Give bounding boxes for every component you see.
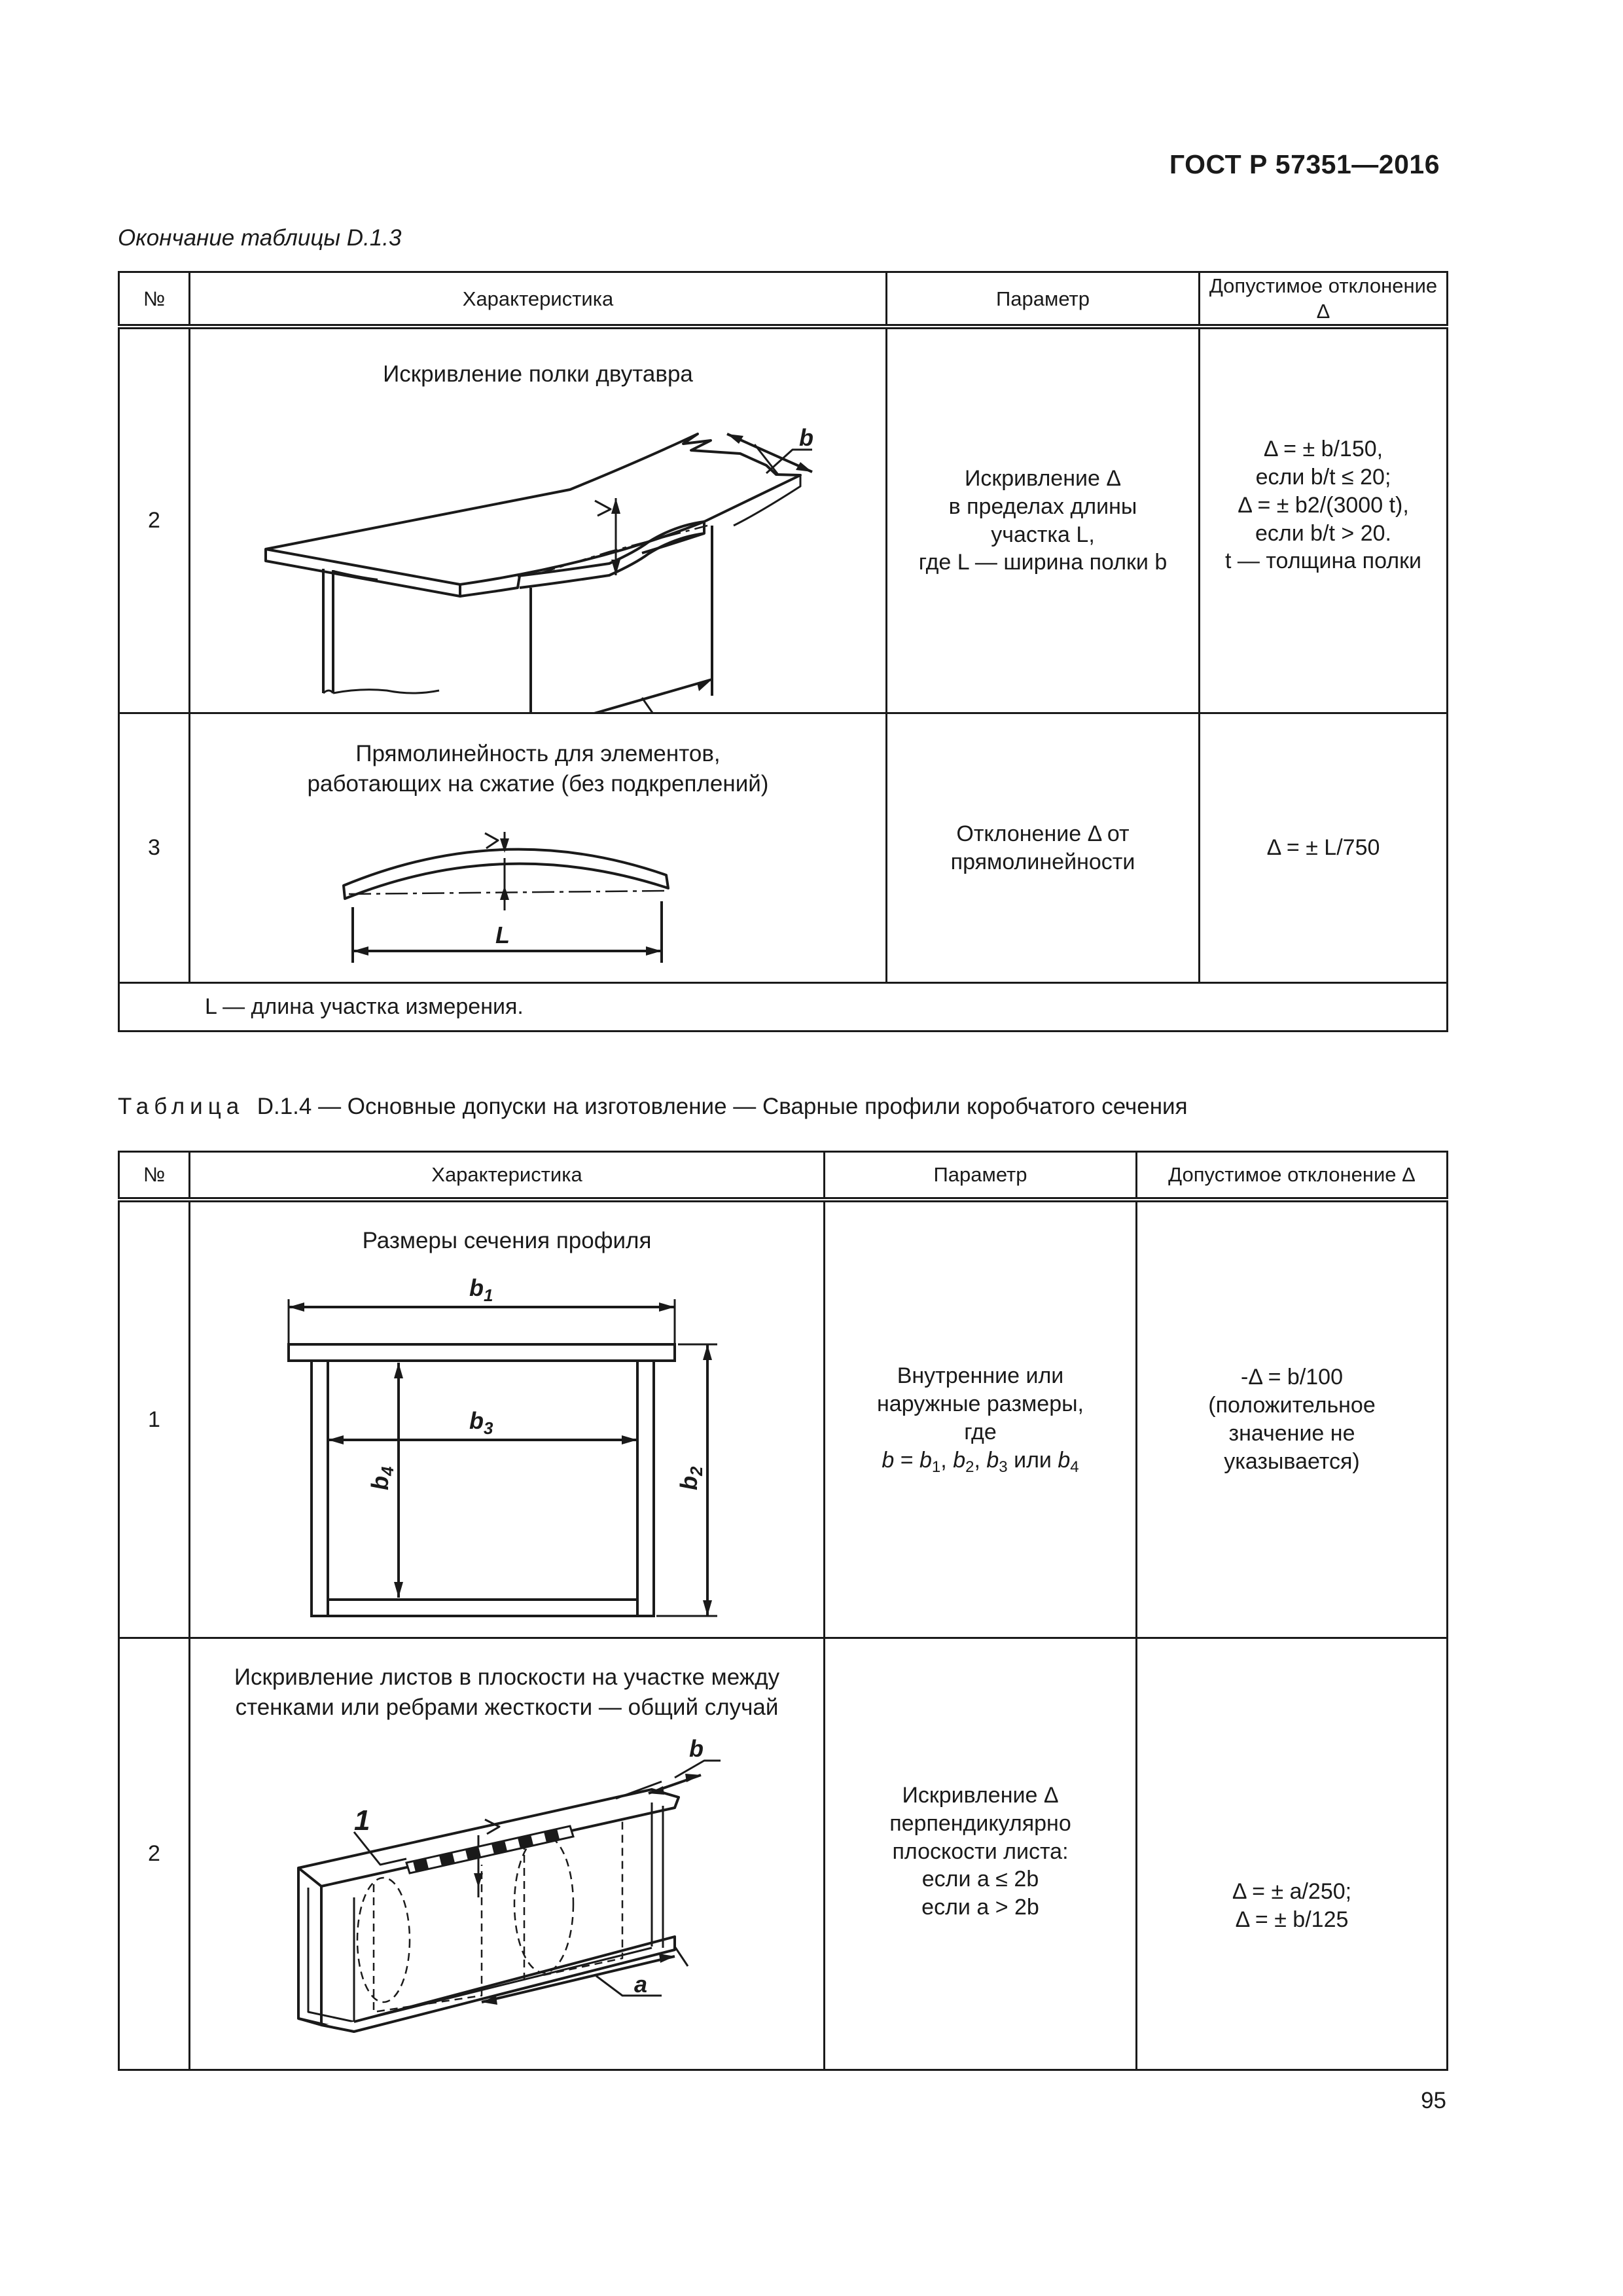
table-d13 bbox=[118, 271, 1448, 1032]
characteristic-cell bbox=[190, 1200, 825, 1638]
characteristic-title: Искривление полки двутавра bbox=[383, 361, 693, 387]
characteristic-title: Размеры сечения профиля bbox=[362, 1228, 652, 1253]
table-row bbox=[119, 713, 1448, 983]
tolerance-cell bbox=[1137, 1200, 1448, 1638]
param-line: где bbox=[964, 1419, 997, 1444]
tolerance-line: если b/t ≤ 20; bbox=[1255, 464, 1391, 490]
param-line: перпендикулярно bbox=[889, 1810, 1071, 1836]
label-b1: $b_1$ bbox=[469, 1274, 493, 1305]
row-number: 2 bbox=[119, 327, 190, 713]
characteristic-cell bbox=[190, 327, 887, 713]
straightness-figure bbox=[190, 714, 887, 981]
characteristic-cell bbox=[190, 713, 887, 983]
column-header-parameter: Параметр bbox=[887, 272, 1200, 327]
column-header-num: № bbox=[119, 1152, 190, 1200]
characteristic-cell bbox=[190, 1638, 825, 2070]
flange-curvature-figure bbox=[190, 329, 887, 712]
characteristic-line: Искривление листов в плоскости на участке между bbox=[234, 1664, 780, 1690]
row-number: 1 bbox=[119, 1200, 190, 1638]
table-row bbox=[119, 1638, 1448, 2070]
label-b: b bbox=[799, 424, 813, 452]
tolerance-line: Δ = ± a/250; bbox=[1232, 1879, 1352, 1904]
label-b: b bbox=[689, 1735, 704, 1762]
tolerance-line: Δ = ± b/125 bbox=[1235, 1907, 1349, 1932]
standard-designation: ГОСТ Р 57351—2016 bbox=[1169, 149, 1440, 179]
column-header-characteristic: Характеристика bbox=[190, 272, 887, 327]
param-line: Искривление Δ bbox=[964, 465, 1122, 491]
table-continuation-label: Окончание таблицы D.1.3 bbox=[118, 225, 402, 251]
tolerance-line: Δ = ± L/750 bbox=[1266, 835, 1380, 861]
tolerance-line: указывается) bbox=[1224, 1448, 1360, 1474]
column-header-characteristic: Характеристика bbox=[190, 1152, 825, 1200]
characteristic-line: работающих на сжатие (без подкреплений) bbox=[307, 770, 769, 797]
param-line: где L — ширина полки b bbox=[918, 550, 1168, 575]
tolerance-line: Δ = ± b/150, bbox=[1263, 437, 1383, 462]
tolerance-line: значение не bbox=[1228, 1421, 1355, 1446]
table-note: L — длина участка измерения. bbox=[119, 983, 1448, 1031]
label-b4: $b_4$ bbox=[366, 1466, 397, 1490]
table-d14-caption bbox=[118, 1094, 1188, 1120]
parameter-cell bbox=[825, 1200, 1137, 1638]
param-formula: $b = b_1$, $b_2$, $b_3$ или $b_4$ bbox=[882, 1447, 1079, 1476]
table-row bbox=[119, 327, 1448, 713]
tolerance-line: -Δ = b/100 bbox=[1241, 1365, 1343, 1390]
column-header-parameter: Параметр bbox=[825, 1152, 1137, 1200]
row-number: 3 bbox=[119, 713, 190, 983]
param-line: если a > 2b bbox=[921, 1895, 1039, 1920]
tolerance-cell bbox=[1137, 1638, 1448, 2070]
tolerance-cell bbox=[1200, 713, 1448, 983]
characteristic-line: стенками или ребрами жесткости — общий случай bbox=[235, 1694, 779, 1720]
table-caption-text: D.1.4 — Основные допуски на изготовление — Сварные профили коробчатого сечения bbox=[257, 1094, 1188, 1119]
param-line: Искривление Δ bbox=[902, 1783, 1059, 1808]
tolerance-line: если b/t > 20. bbox=[1255, 520, 1391, 546]
param-line: Внутренние или bbox=[897, 1363, 1064, 1389]
label-b3: $b_3$ bbox=[469, 1407, 493, 1438]
label-L: L bbox=[495, 922, 510, 949]
tolerance-cell bbox=[1200, 327, 1448, 713]
param-line: прямолинейности bbox=[950, 849, 1135, 874]
plate-curvature-figure bbox=[190, 1639, 825, 2068]
table-row bbox=[119, 1200, 1448, 1638]
label-b2: $b_2$ bbox=[675, 1466, 706, 1490]
parameter-cell bbox=[887, 713, 1200, 983]
table-note-row bbox=[119, 983, 1448, 1031]
param-line: плоскости листа: bbox=[892, 1839, 1069, 1864]
tolerance-line: (положительное bbox=[1208, 1393, 1376, 1418]
param-line: участка L, bbox=[991, 522, 1095, 547]
tolerance-line: t — толщина полки bbox=[1225, 548, 1421, 574]
label-a: a bbox=[634, 1971, 648, 1998]
column-header-tolerance: Допустимое отклонение Δ bbox=[1137, 1152, 1448, 1200]
param-line: Отклонение Δ от bbox=[956, 821, 1130, 846]
parameter-cell bbox=[887, 327, 1200, 713]
param-line: если a ≤ 2b bbox=[921, 1867, 1039, 1892]
page-number: 95 bbox=[1421, 2088, 1446, 2113]
parameter-cell bbox=[825, 1638, 1137, 2070]
param-line: в пределах длины bbox=[948, 493, 1137, 519]
row-number: 2 bbox=[119, 1638, 190, 2070]
box-section-figure bbox=[190, 1202, 825, 1637]
table-d14 bbox=[118, 1151, 1448, 2071]
table-caption-prefix: Таблица bbox=[118, 1094, 245, 1119]
tolerance-line: Δ = ± b2/(3000 t), bbox=[1238, 492, 1409, 518]
param-line: наружные размеры, bbox=[876, 1391, 1084, 1416]
column-header-tolerance: Допустимое отклонение Δ bbox=[1200, 272, 1448, 327]
column-header-num: № bbox=[119, 272, 190, 327]
characteristic-line: Прямолинейность для элементов, bbox=[355, 741, 721, 767]
label-1: 1 bbox=[354, 1804, 370, 1837]
